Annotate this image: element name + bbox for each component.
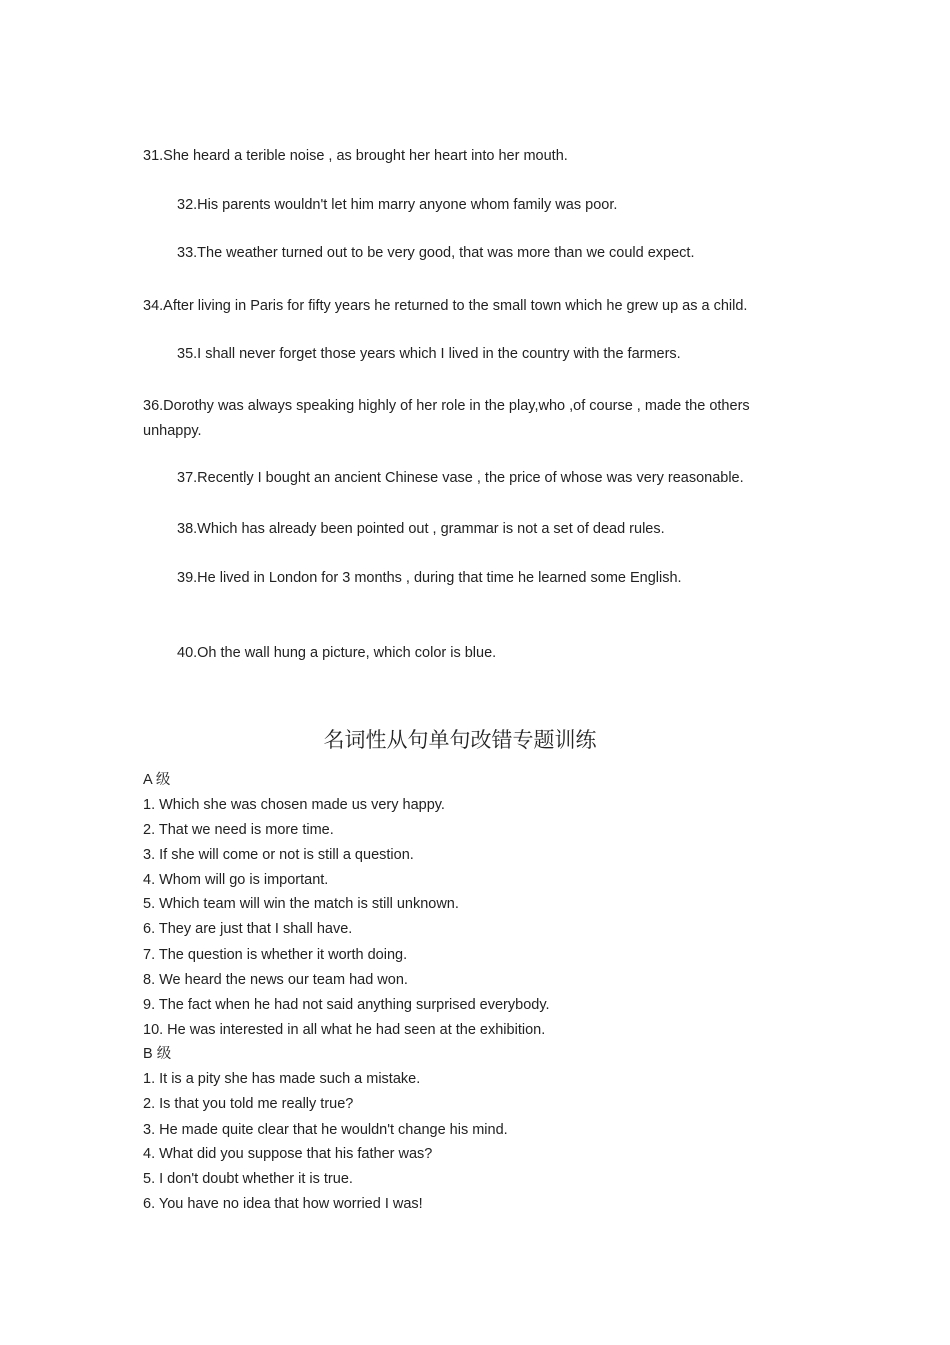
sentence-34: 34.After living in Paris for fifty years he returned to the small town which he grew up as a child. [143,298,748,314]
sentence-32: 32.His parents wouldn't let him marry anyone whom family was poor. [177,197,618,213]
level-a-item: 9. The fact when he had not said anything surprised everybody. [143,997,550,1013]
level-a-item: 4. Whom will go is important. [143,872,329,888]
level-a-item: 2. That we need is more time. [143,822,334,838]
level-a-item: 8. We heard the news our team had won. [143,972,408,988]
sentence-39: 39.He lived in London for 3 months , during that time he learned some English. [177,570,682,586]
sentence-40: 40.Oh the wall hung a picture, which color is blue. [177,645,497,661]
level-a-item: 6. They are just that I shall have. [143,921,353,937]
level-b-item: 1. It is a pity she has made such a mistake. [143,1071,421,1087]
level-a-item: 10. He was interested in all what he had seen at the exhibition. [143,1022,546,1038]
sentence-31: 31.She heard a terible noise , as brought her heart into her mouth. [143,148,568,164]
level-a-item: 7. The question is whether it worth doing. [143,947,408,963]
level-b-item: 2. Is that you told me really true? [143,1096,354,1112]
level-a-item: 3. If she will come or not is still a question. [143,847,414,863]
section-title: 名词性从句单句改错专题训练 [323,728,597,752]
level-a-item: 5. Which team will win the match is still unknown. [143,896,459,912]
sentence-33: 33.The weather turned out to be very good, that was more than we could expect. [177,245,695,261]
level-b-item: 3. He made quite clear that he wouldn't change his mind. [143,1122,508,1138]
sentence-37: 37.Recently I bought an ancient Chinese vase , the price of whose was very reasonable. [177,470,744,486]
level-b-label: B 级 [143,1046,172,1062]
level-a-label: A 级 [143,772,171,788]
level-a-item: 1. Which she was chosen made us very happy. [143,797,445,813]
sentence-38: 38.Which has already been pointed out , grammar is not a set of dead rules. [177,521,665,537]
level-b-item: 5. I don't doubt whether it is true. [143,1171,353,1187]
level-b-item: 6. You have no idea that how worried I was! [143,1196,423,1212]
level-b-item: 4. What did you suppose that his father was? [143,1146,433,1162]
sentence-35: 35.I shall never forget those years which I lived in the country with the farmers. [177,346,681,362]
sentence-36: 36.Dorothy was always speaking highly of her role in the play,who ,of course , made the others unhappy. [143,398,750,439]
